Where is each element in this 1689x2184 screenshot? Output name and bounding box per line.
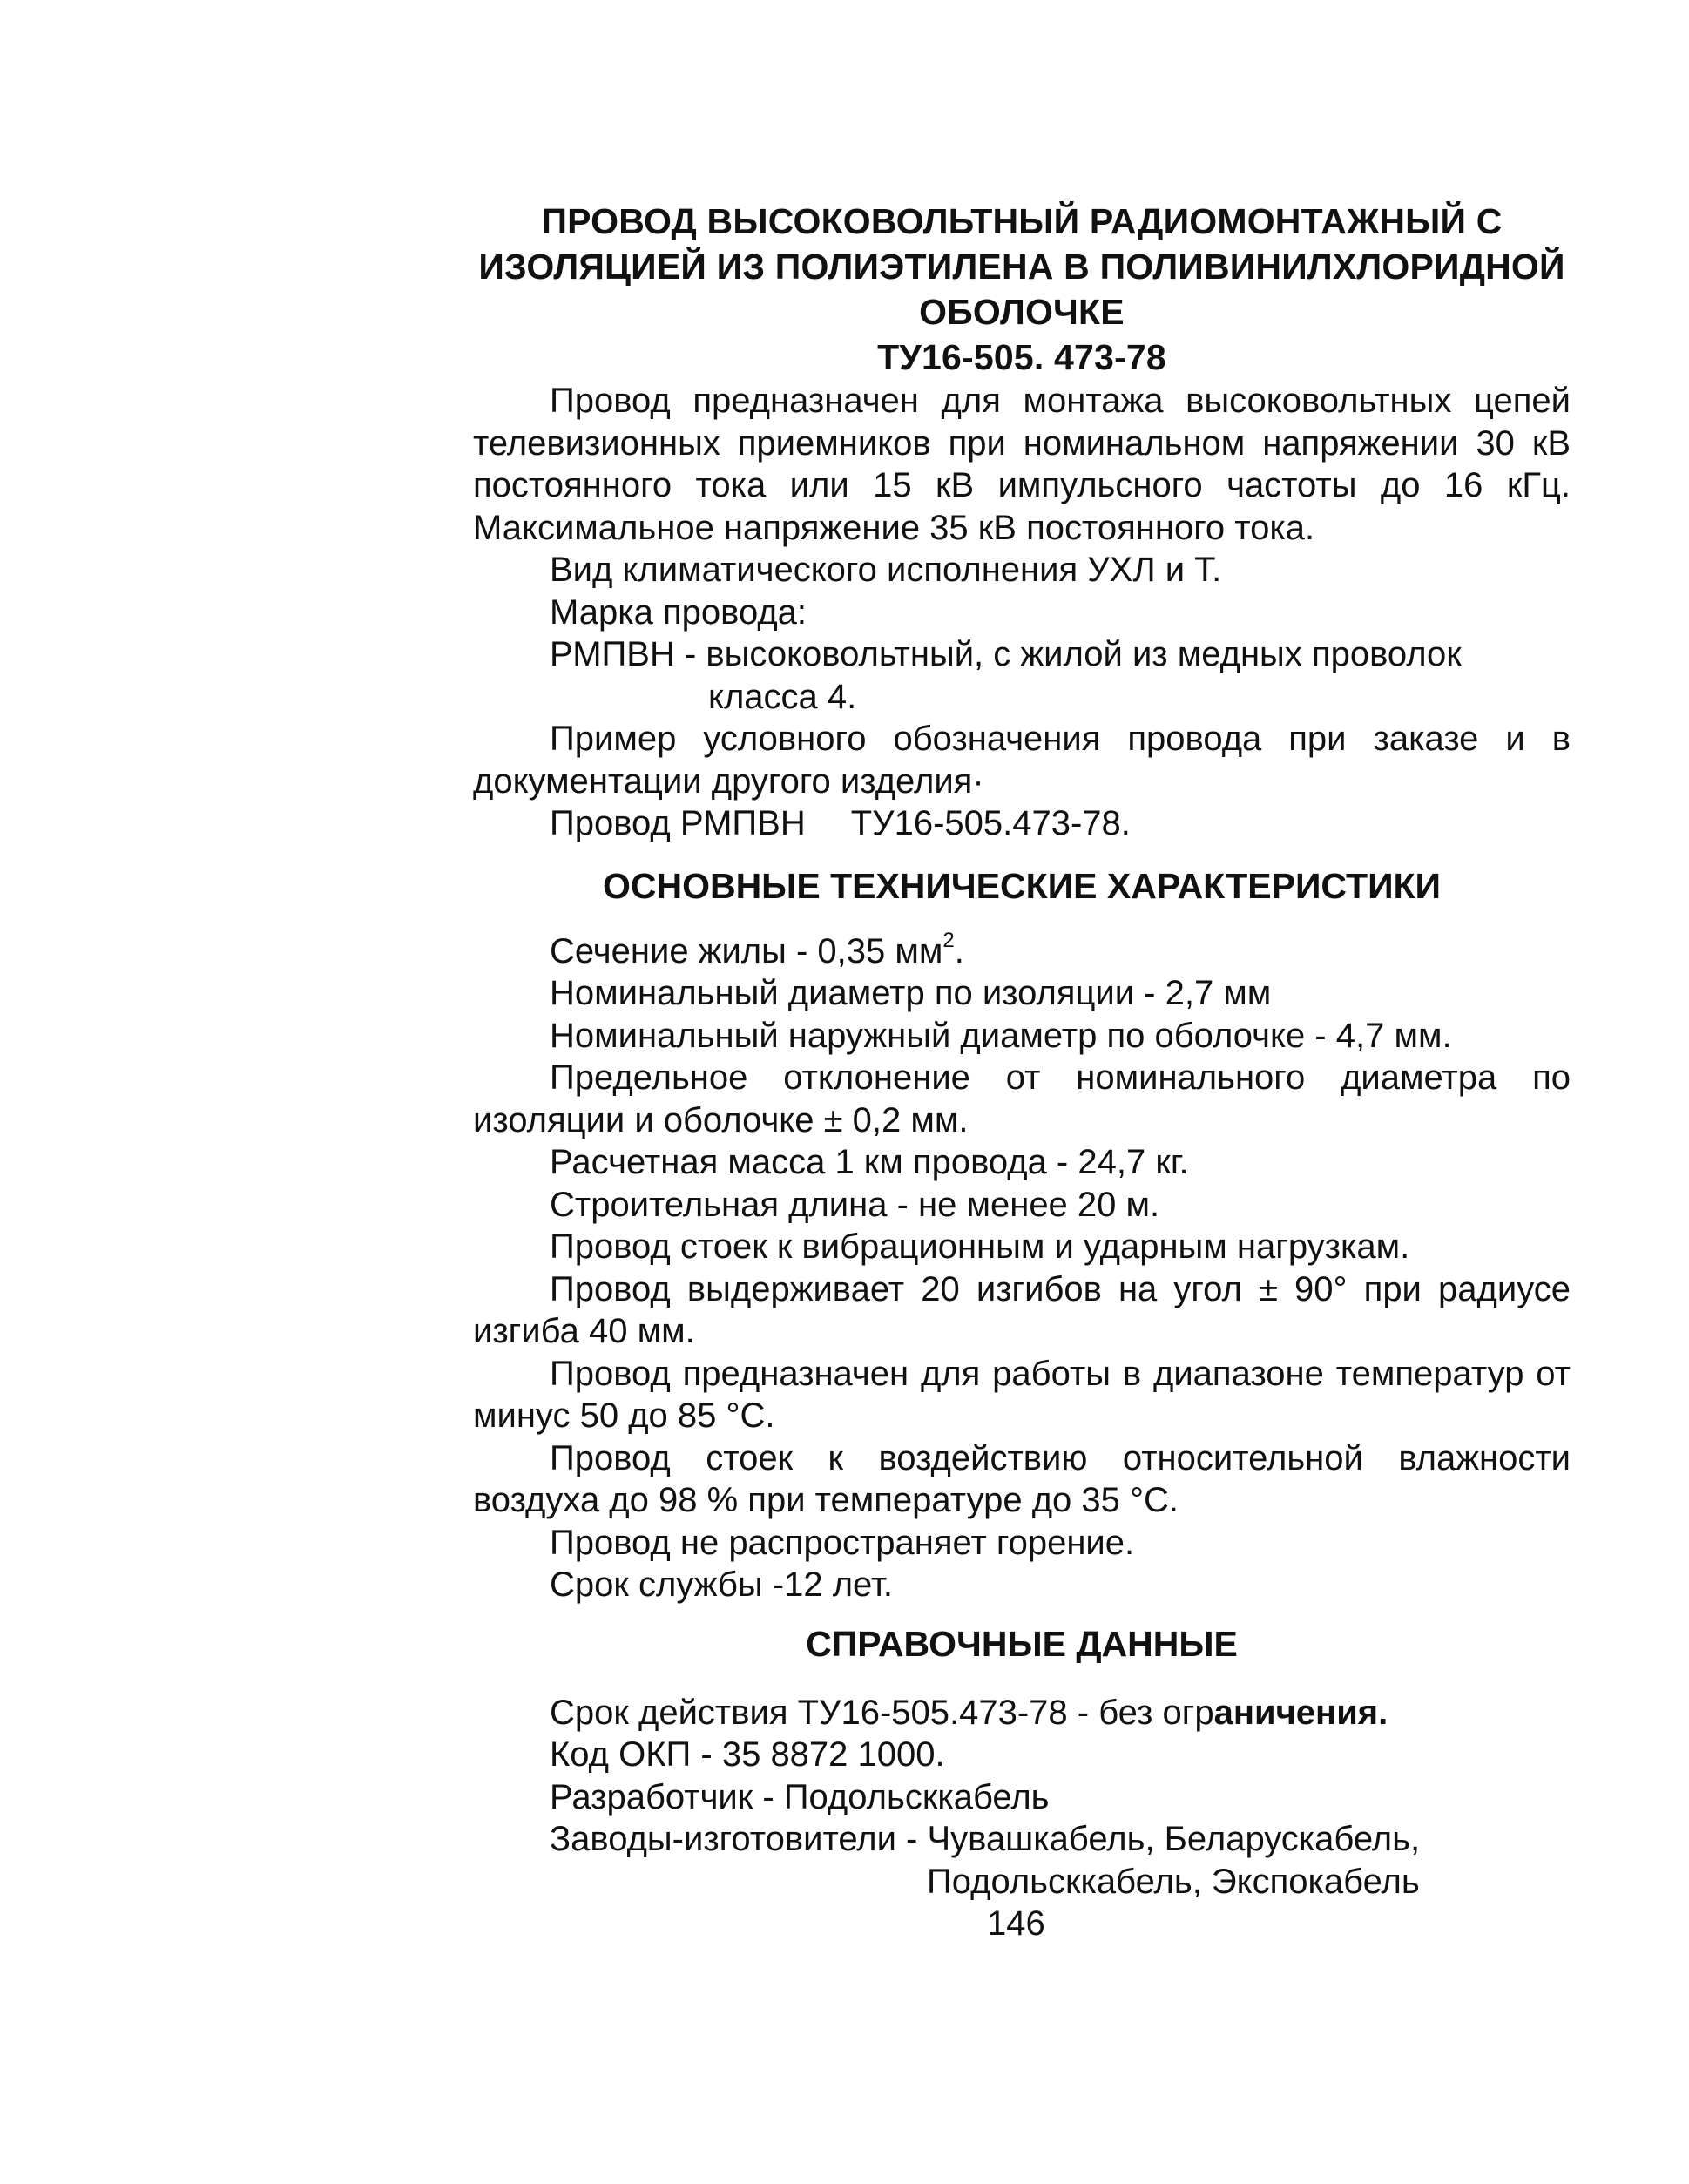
spec-service-life: Срок службы -12 лет.	[550, 1565, 893, 1604]
designation-spec: ТУ16-505.473-78.	[850, 804, 1131, 842]
spec-bending: Провод выдерживает 20 изгибов на угол ± 90° при радиусе изгиба 40 мм.	[473, 1269, 1571, 1350]
spec-deviation: Предельное отклонение от номинального диаметра по изоляции и оболочке ± 0,2 мм.	[473, 1058, 1571, 1139]
spec-insulation-diameter: Номинальный диаметр по изоляции - 2,7 мм	[550, 974, 1272, 1012]
validity-text-bold: аничения.	[1213, 1693, 1388, 1732]
cross-section-end: .	[954, 931, 964, 970]
title-line-2: ИЗОЛЯЦИЕЙ ИЗ ПОЛИЭТИЛЕНА В ПОЛИВИНИЛХЛОРИДНОЙ	[478, 247, 1565, 287]
spec-temperature: Провод предназначен для работы в диапазоне температур от минус 50 до 85 °С.	[473, 1354, 1571, 1435]
ref-manufacturers: Заводы-изготовители - Чувашкабель, Беларускабель,	[550, 1820, 1421, 1858]
title-spec-number: ТУ16-505. 473-78	[877, 337, 1166, 377]
spec-fire: Провод не распространяет горение.	[550, 1523, 1135, 1562]
spec-sheath-diameter: Номинальный наружный диаметр по оболочке - 4,7 мм.	[550, 1016, 1452, 1055]
page-number: 146	[987, 1904, 1045, 1943]
title-line-1: ПРОВОД ВЫСОКОВОЛЬТНЫЙ РАДИОМОНТАЖНЫЙ С	[541, 201, 1503, 241]
brand-class-line: класса 4.	[708, 677, 857, 716]
ref-validity	[473, 1692, 1571, 1734]
brand-line: РМПВН - высоковольтный, с жилой из медных проволок	[550, 635, 1462, 673]
cross-section-text: Сечение жилы - 0,35 мм	[550, 931, 943, 970]
reference-heading: СПРАВОЧНЫЕ ДАННЫЕ	[806, 1623, 1238, 1664]
title-line-3: ОБОЛОЧКЕ	[919, 292, 1125, 332]
ref-developer: Разработчик - Подольсккабель	[550, 1777, 1050, 1816]
brand-label: Марка провода:	[550, 592, 807, 632]
ref-manufacturers-continued: Подольсккабель, Экспокабель	[927, 1862, 1420, 1901]
designation-wire-name: Провод РМПВН	[550, 804, 806, 842]
spec-vibration: Провод стоек к вибрационным и ударным нагрузкам.	[550, 1227, 1410, 1266]
cross-section-superscript: 2	[942, 928, 955, 952]
spec-mass: Расчетная масса 1 км провода - 24,7 кг.	[550, 1143, 1189, 1181]
spec-cross-section	[473, 930, 1571, 973]
purpose-paragraph: Провод предназначен для монтажа высоковольтных цепей телевизионных приемников при номинальном напряжении 30 кВ постоянного тока или 15 кВ импульсного частоты до 16 кГц. Максимальное напряжение 35 кВ постоянного тока.	[473, 382, 1571, 547]
climate-paragraph: Вид климатического исполнения УХЛ и Т.	[550, 551, 1222, 589]
ref-okp-code: Код ОКП - 35 8872 1000.	[550, 1735, 945, 1774]
specs-heading: ОСНОВНЫЕ ТЕХНИЧЕСКИЕ ХАРАКТЕРИСТИКИ	[602, 865, 1442, 906]
document-title	[473, 199, 1571, 380]
example-paragraph: Пример условного обозначения провода при заказе и в документации другого изделия·	[473, 720, 1571, 801]
designation-example	[473, 802, 1571, 845]
spec-length: Строительная длина - не менее 20 м.	[550, 1185, 1160, 1224]
document-page	[473, 199, 1571, 1944]
validity-text: Срок действия ТУ16-505.473-78 - без огр	[550, 1693, 1214, 1732]
spec-humidity: Провод стоек к воздействию относительной влажности воздуха до 98 % при температуре до 35 °С.	[473, 1438, 1571, 1519]
